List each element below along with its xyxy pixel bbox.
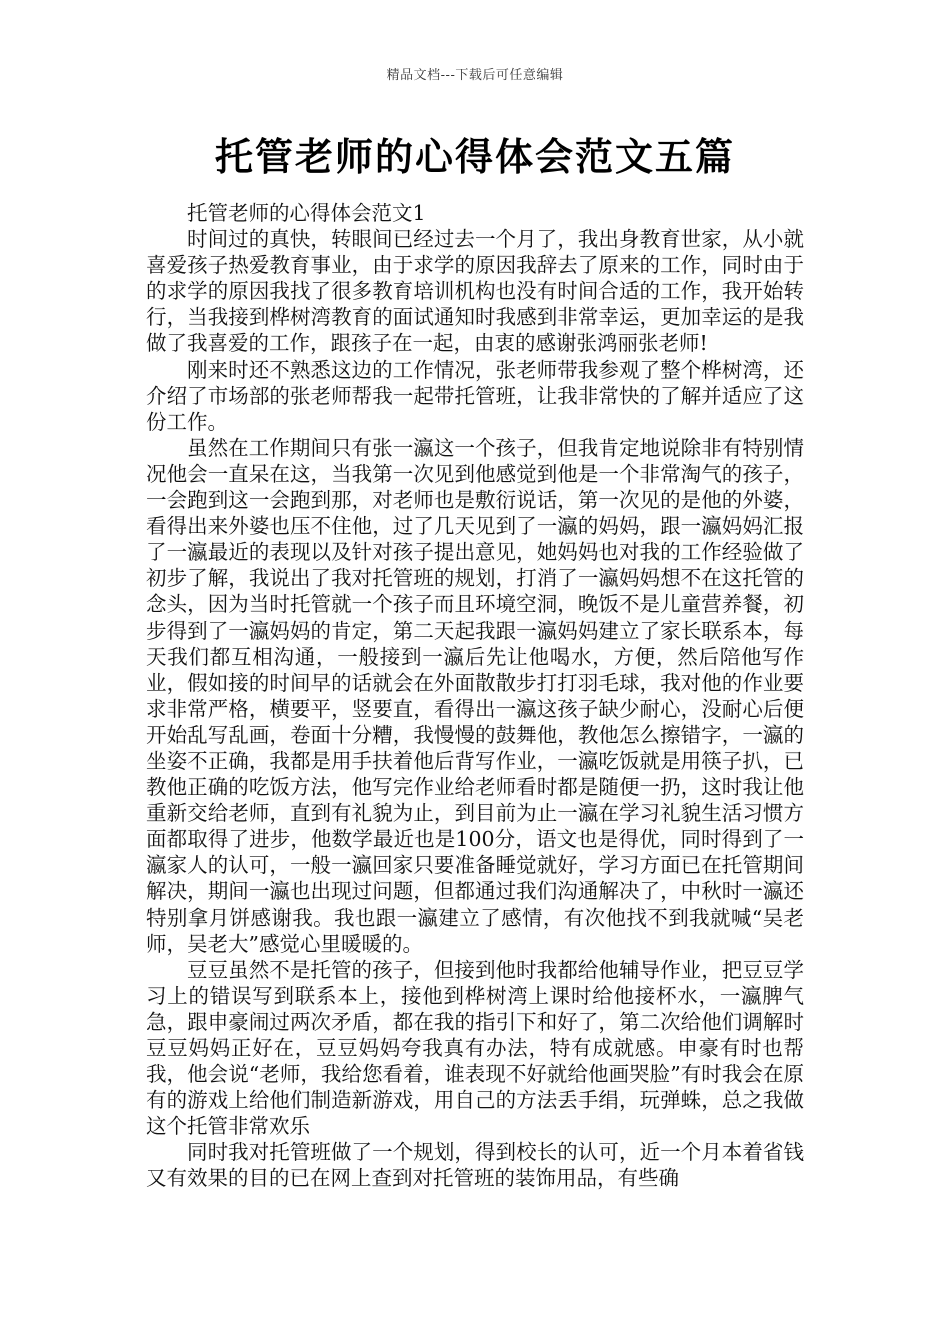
section-heading: 托管老师的心得体会范文1 — [187, 201, 426, 225]
document-body — [146, 200, 804, 1192]
body-paragraph: 同时我对托管班做了一个规划，得到校长的认可，近一个月本着省钱又有效果的目的已在网上查到对托管班的装饰用品，有些确 — [146, 1140, 804, 1191]
body-paragraph: 豆豆虽然不是托管的孩子，但接到他时我都给他辅导作业，把豆豆学习上的错误写到联系本上，接他到桦树湾上课时给他接杯水，一瀛脾气急，跟申豪闹过两次矛盾，都在我的指引下和好了，第二次给他们调解时豆豆妈妈正好在，豆豆妈妈夸我真有办法，特有成就感。申豪有时也帮我，他会说“老师，我给您看着，谁表现不好就给他画哭脸”有时我会在原有的游戏上给他们制造新游戏，用自己的方法丢手绢，玩弹蛛，总之我做这个托管非常欢乐 — [146, 957, 804, 1139]
document-title: 托管老师的心得体会范文五篇 — [214, 134, 735, 179]
page-header-note: 精品文档---下载后可任意编辑 — [386, 68, 564, 83]
body-paragraph: 刚来时还不熟悉这边的工作情况，张老师带我参观了整个桦树湾，还介绍了市场部的张老师帮我一起带托管班，让我非常快的了解并适应了这份工作。 — [146, 357, 804, 434]
body-paragraph: 虽然在工作期间只有张一瀛这一个孩子，但我肯定地说除非有特别情况他会一直呆在这，当我第一次见到他感觉到他是一个非常淘气的孩子，一会跑到这一会跑到那，对老师也是敷衍说话，第一次见的是他的外婆，看得出来外婆也压不住他，过了几天见到了一瀛的妈妈，跟一瀛妈妈汇报了一瀛最近的表现以及针对孩子提出意见，她妈妈也对我的工作经验做了初步了解，我说出了我对托管班的规划，打消了一瀛妈妈想不在这托管的念头，因为当时托管就一个孩子而且环境空洞，晚饭不是儿童营养餐，初步得到了一瀛妈妈的肯定，第二天起我跟一瀛妈妈建立了家长联系本，每天我们都互相沟通，一般接到一瀛后先让他喝水，方便，然后陪他写作业，假如接的时间早的话就会在外面散散步打打羽毛球，我对他的作业要求非常严格，横要平，竖要直，看得出一瀛这孩子缺少耐心，没耐心后便开始乱写乱画，卷面十分糟，我慢慢的鼓舞他，教他怎么擦错字，一瀛的坐姿不正确，我都是用手扶着他后背写作业，一瀛吃饭就是用筷子扒，已教他正确的吃饭方法，他写完作业给老师看时都是随便一扔，这时我让他重新交给老师，直到有礼貌为止，到目前为止一瀛在学习礼貌生活习惯方面都取得了进步，他数学最近也是100分，语文也是得优，同时得到了一瀛家人的认可，一般一瀛回家只要准备睡觉就好，学习方面已在托管期间解决，期间一瀛也出现过问题，但都通过我们沟通解决了，中秋时一瀛还特别拿月饼感谢我。我也跟一瀛建立了感情，有次他找不到我就喊“吴老师，吴老大”感觉心里暖暖的。 — [146, 435, 804, 956]
body-paragraph: 时间过的真快，转眼间已经过去一个月了，我出身教育世家，从小就喜爱孩子热爱教育事业，由于求学的原因我辞去了原来的工作，同时由于的求学的原因我找了很多教育培训机构也没有时间合适的工作，我开始转行，当我接到桦树湾教育的面试通知时我感到非常幸运，更加幸运的是我做了我喜爱的工作，跟孩子在一起，由衷的感谢张鸿丽张老师! — [146, 227, 804, 356]
